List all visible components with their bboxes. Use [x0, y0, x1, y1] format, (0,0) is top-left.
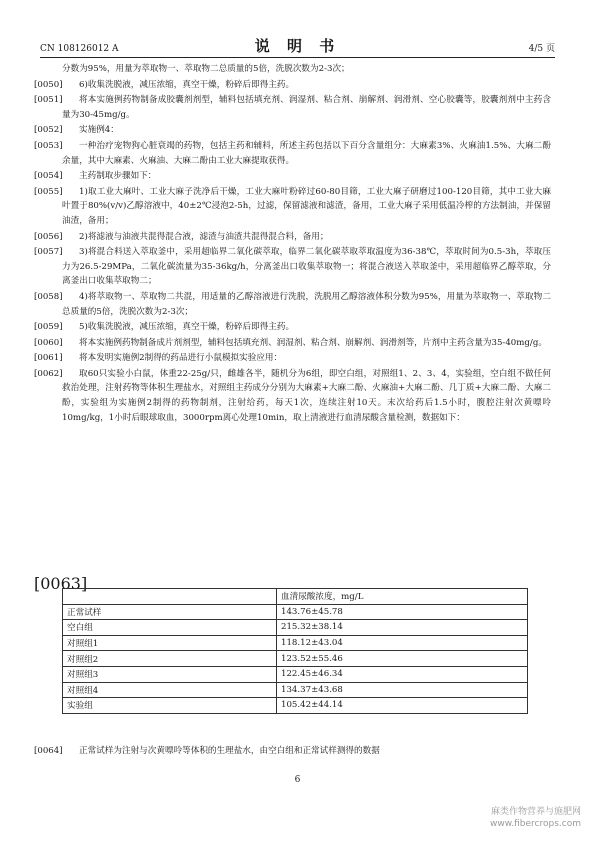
- paragraph-number: [0058]: [34, 291, 63, 302]
- paragraph: [62, 62, 551, 77]
- paragraph: [34, 139, 551, 168]
- paragraph-text: 将本发明实施例2制得的药品进行小鼠模拟实验应用：: [79, 353, 283, 364]
- paragraph: [34, 123, 551, 138]
- paragraph-number: [0060]: [34, 337, 63, 348]
- paragraph: [34, 169, 551, 184]
- uric-acid-value-cell: 122.45±46.34: [277, 666, 528, 682]
- paragraph-text: 6)收集洗脱液，减压浓缩，真空干燥，粉碎后即得主药。: [79, 79, 295, 90]
- footer-paragraph: [34, 744, 551, 760]
- paragraph-text: 5)收集洗脱液，减压浓缩，真空干燥，粉碎后即得主药。: [79, 322, 295, 333]
- paragraph-number: [0056]: [34, 231, 63, 242]
- paragraph-number: [0064]: [34, 746, 63, 756]
- paragraph-text: 一种治疗宠物狗心脏衰竭的药物，包括主药和辅料，所述主药包括以下百分含量组分：大麻素3%、火麻油1.5%、大麻二酚余量，其中大麻素、火麻油、大麻二酚由工业大麻提取获得。: [62, 140, 551, 166]
- uric-acid-table: [62, 588, 528, 714]
- document-title: 说 明 书: [254, 37, 341, 55]
- paragraph: [34, 367, 551, 425]
- paragraph-text: 主药制取步骤如下：: [79, 171, 157, 182]
- table-header-cell: 血清尿酸浓度，mg/L: [277, 589, 528, 605]
- paragraph-text: 2)将滤液与油液共混得混合液，滤渣与油渣共混得混合料，备用；: [79, 231, 329, 242]
- paragraph-text: 3)将混合料送入萃取釜中，采用超临界二氧化碳萃取，临界二氧化碳萃取萃取温度为36-38℃，萃取时间为0.5-3h，萃取压力为26.5-29MPa，二氧化碳流量为35-36kg/h，分离釜出口收集萃取物一；将混合液送入萃取釜中，采用超临界乙醇萃取，分离釜出口收集萃取物二；: [62, 247, 551, 287]
- patent-number: CN 108126012 A: [40, 44, 119, 54]
- paragraph-number: [0057]: [34, 247, 63, 258]
- page-header: [40, 36, 555, 58]
- paragraph-number: [0054]: [34, 171, 63, 182]
- paragraph-text: 将本实施例药物制备成胶囊剂剂型，辅料包括填充剂、润湿剂、粘合剂、崩解剂、润滑剂、空心胶囊等，胶囊剂剂中主药含量为30-45mg/g。: [62, 95, 551, 120]
- table-row: [63, 698, 528, 714]
- group-name-cell: 正常试样: [63, 604, 277, 620]
- table-row: [63, 620, 528, 636]
- watermark-url: www.fibercrops.com: [490, 819, 581, 829]
- paragraph-number: [0052]: [34, 125, 63, 136]
- table-header-cell: [63, 589, 277, 605]
- watermark: [490, 806, 581, 830]
- table-row: [63, 651, 528, 667]
- paragraph-text: 4)将萃取物一、萃取物二共混，用适量的乙醇溶液进行洗脱，洗脱用乙醇溶液体积分数为95%，用量为萃取物一、萃取物二总质量的5倍，洗脱次数为2-3次；: [62, 291, 551, 317]
- paragraph-number: [0059]: [34, 322, 63, 333]
- paragraph: [34, 245, 551, 289]
- table-row: [63, 635, 528, 651]
- paragraph: [34, 351, 551, 366]
- uric-acid-value-cell: 105.42±44.14: [277, 698, 528, 714]
- paragraph-number: [0055]: [34, 186, 63, 197]
- watermark-line: 麻类作物营养与施肥网: [490, 807, 581, 817]
- page-number: 6: [294, 775, 301, 785]
- paragraph: [34, 320, 551, 335]
- header-rule: [40, 57, 555, 58]
- paragraph-text: 将本实施例药物制备成片剂剂型，辅料包括填充剂、润湿剂、粘合剂、崩解剂、润滑剂等，片剂中主药含量为35-40mg/g。: [79, 337, 547, 348]
- group-name-cell: 实验组: [63, 698, 277, 714]
- table-row: [63, 604, 528, 620]
- paragraph: [34, 185, 551, 229]
- paragraph: [34, 230, 551, 245]
- paragraph-text: 分数为95%，用量为萃取物一、萃取物二总质量的5倍，洗脱次数为2-3次；: [62, 64, 350, 74]
- paragraph-number: [0062]: [34, 368, 63, 379]
- paragraph-number: [0061]: [34, 353, 63, 364]
- group-name-cell: 空白组: [63, 620, 277, 636]
- table-header-row: [63, 589, 528, 605]
- paragraph-text: 1)取工业大麻叶、工业大麻子洗净后干燥，工业大麻叶粉碎过60-80目筛，工业大麻子研磨过100-120目筛，其中工业大麻叶置于80%(v/v)乙醇溶液中，40±2℃浸泡2-5h，过滤，保留滤液和滤渣，备用，工业大麻子采用低温冷榨的方法制油，并保留油渣，备用；: [62, 186, 551, 226]
- uric-acid-value-cell: 143.76±45.78: [277, 604, 528, 620]
- uric-acid-value-cell: 215.32±38.14: [277, 620, 528, 636]
- table-row: [63, 682, 528, 698]
- paragraph: [34, 78, 551, 93]
- paragraph-number: [0053]: [34, 140, 63, 151]
- uric-acid-value-cell: 134.37±43.68: [277, 682, 528, 698]
- uric-acid-value-cell: 123.52±55.46: [277, 651, 528, 667]
- paragraph-text: 实施例4：: [79, 125, 119, 136]
- paragraph-number: [0050]: [34, 79, 63, 90]
- uric-acid-value-cell: 118.12±43.04: [277, 635, 528, 651]
- paragraph-number: [0063]: [34, 574, 88, 593]
- group-name-cell: 对照组1: [63, 635, 277, 651]
- paragraph-number: [0051]: [34, 95, 63, 106]
- group-name-cell: 对照组3: [63, 666, 277, 682]
- paragraph: [34, 336, 551, 351]
- paragraph: [34, 93, 551, 122]
- group-name-cell: 对照组4: [63, 682, 277, 698]
- paragraph: [34, 290, 551, 319]
- paragraph-text: 取60只实验小白鼠，体重22-25g/只，雌雄各半，随机分为6组，即空白组，对照组1、2、3、4，实验组，空白组不做任何救治处理，注射药物等体积生理盐水，对照组主药成分分别为大麻素+大麻二酚、火麻油+大麻二酚、几丁质+大麻二酚、大麻二酚，实验组为实施例2制得的药物制剂，注射给药，每天1次，连续注射10天。末次给药后1.5小时，腹腔注射次黄嘌呤10mg/kg，1小时后眼球取血，3000rpm离心处理10min，取上清液进行血清尿酸含量检测，数据如下：: [62, 368, 551, 423]
- document-body: [34, 62, 551, 426]
- paragraph-text: 正常试样为注射与次黄嘌呤等体积的生理盐水，由空白组和正常试样测得的数据: [79, 746, 380, 756]
- page-indicator: 4/5 页: [528, 44, 555, 54]
- table-row: [63, 666, 528, 682]
- group-name-cell: 对照组2: [63, 651, 277, 667]
